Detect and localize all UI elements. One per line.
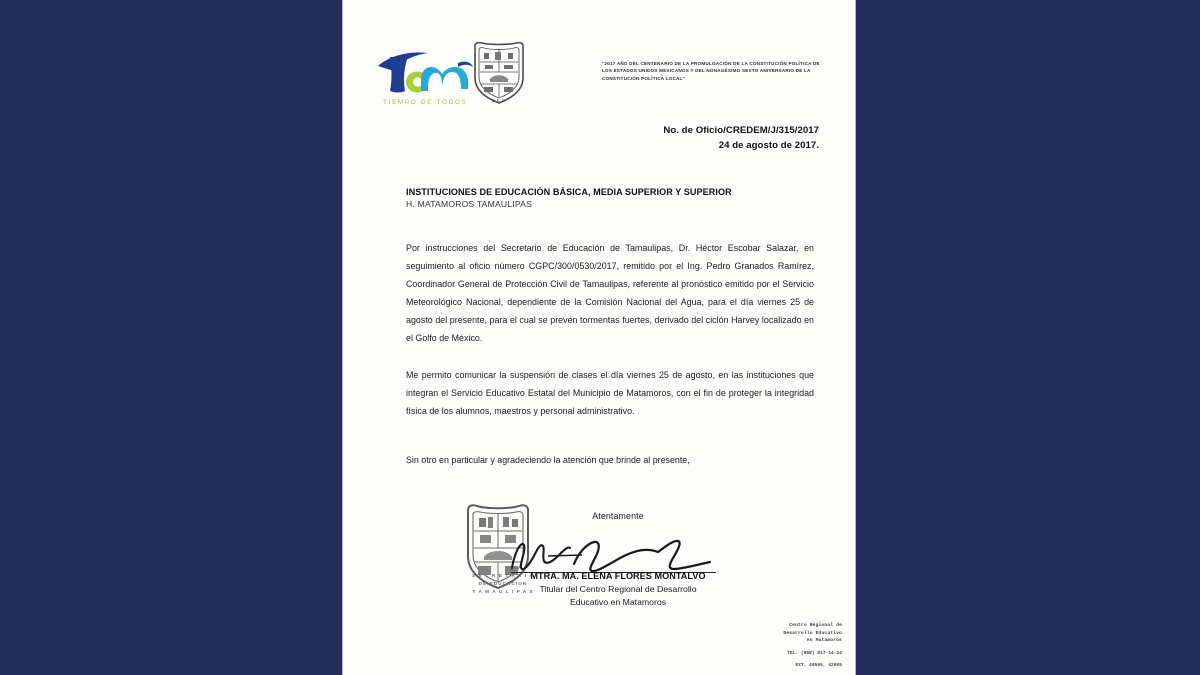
recipient-line-2: H. MATAMOROS TAMAULIPAS: [406, 199, 533, 209]
seal-line-2: DE EDUCACION: [478, 581, 528, 587]
signer-name: MTRA. MA. ELENA FLORES MONTALVO: [530, 571, 706, 581]
oficio-reference-block: [399, 124, 819, 153]
handwritten-signature: [508, 532, 718, 574]
oficio-number: No. de Oficio/CREDEM/J/315/2017: [663, 125, 819, 136]
salutation-atentamente: Atentamente: [592, 511, 644, 521]
footer-line-2: Desarrollo Educativo: [783, 630, 842, 636]
footer-line-3: en Matamoros: [806, 638, 842, 644]
footer-ext: EXT. 40500, 42005: [795, 662, 842, 668]
closing-paragraph: Sin otro en particular y agradeciendo la atención que brinde al presente,: [406, 455, 690, 465]
document-footer: [742, 622, 842, 669]
centenary-legend: "2017 AÑO DEL CENTENARIO DE LA PROMULGACIÓN DE LA CONSTITUCIÓN POLÍTICA DE LOS ESTADOS UNIDOS MEXICANOS Y DEL NONAGÉSIMO SEXTO ANIVERSARIO DE LA CONSTITUCIÓN POLÍTICA LOCAL": [602, 61, 820, 81]
svg-text:TIEMPO DE TODOS: TIEMPO DE TODOS: [383, 99, 468, 106]
recipient-line-1: INSTITUCIONES DE EDUCACIÓN BÁSICA, MEDIA SUPERIOR Y SUPERIOR: [406, 187, 732, 197]
svg-text:S.E.P.: S.E.P.: [491, 98, 507, 103]
seal-line-1: S E C R E T A R I A: [472, 573, 534, 578]
signer-role: [343, 583, 855, 608]
faint-background-stamp: [543, 631, 758, 657]
document-header: [343, 38, 855, 118]
recipient-block: [406, 187, 826, 209]
seal-line-3: T A M A U L I P A S: [472, 589, 534, 595]
signer-role-line-2: Educativo en Matamoros: [569, 596, 667, 607]
letter-body: [406, 240, 814, 421]
tam-logo: [370, 43, 474, 109]
oficio-date: 24 de agosto de 2017.: [718, 139, 819, 151]
body-paragraph-2: Me permito comunicar la suspensión de clases el día viernes 25 de agosto, en las instituciones que integran el Servicio Educativo Estatal del Municipio de Matamoros, con el fin de proteger la integridad física de los alumnos, maestros y personal administrativo.: [406, 369, 814, 416]
footer-tel: TEL. (868) 817-14-24: [787, 650, 842, 656]
coat-of-arms-icon: [470, 40, 528, 106]
body-paragraph-1: Por instrucciones del Secretario de Educación de Tamaulipas, Dr. Héctor Escobar Salazar, en seguimiento al oficio número CGPC/300/0530/2017, remitido por el Ing. Pedro Granados Ramírez, Coordinador General de Protección Civil de Tamaulipas, referente al pronóstico emitido por el Servicio Meteorológico Nacional, dependiente de la Comisión Nacional del Agua, para el día viernes 25 de agosto del presente, para el cual se prevén tormentas fuertes, derivado del ciclón Harvey localizado en el Golfo de México.: [406, 243, 814, 343]
footer-line-1: Centro Regional de: [789, 623, 842, 629]
scanned-document-page: [343, 0, 855, 675]
signer-role-line-1: Titular del Centro Regional de Desarrollo: [539, 584, 697, 594]
